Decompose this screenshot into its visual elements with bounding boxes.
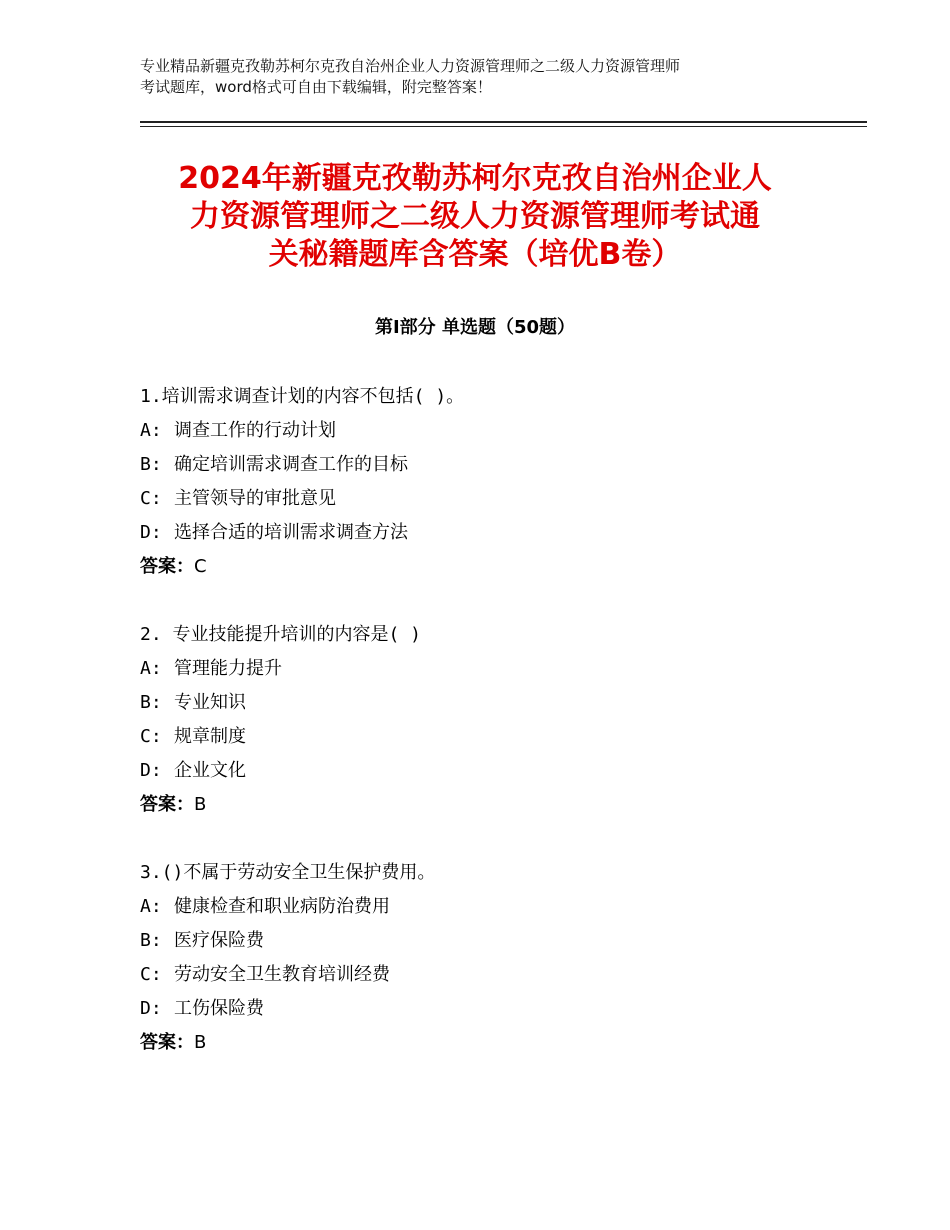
header-note (140, 56, 830, 98)
option-label: B: (140, 930, 162, 951)
option-a (140, 414, 840, 448)
question-stem: 2. 专业技能提升培训的内容是( ) (140, 624, 422, 645)
option-d (140, 992, 840, 1026)
option-label: C: (140, 964, 162, 985)
answer-label: 答案： (140, 1032, 194, 1053)
answer-label: 答案： (140, 794, 194, 815)
option-text: 选择合适的培训需求调查方法 (174, 522, 408, 543)
option-label: B: (140, 692, 162, 713)
answer-value: B (194, 1032, 207, 1053)
option-d (140, 516, 840, 550)
option-text: 主管领导的审批意见 (174, 488, 336, 509)
option-text: 企业文化 (174, 760, 246, 781)
option-label: B: (140, 454, 162, 475)
header-note-line-1: 专业精品新疆克孜勒苏柯尔克孜自治州企业人力资源管理师之二级人力资源管理师 (140, 57, 681, 75)
option-c (140, 720, 840, 754)
answer-line (140, 550, 840, 584)
option-a (140, 652, 840, 686)
option-b (140, 448, 840, 482)
answer-value: B (194, 794, 207, 815)
option-b (140, 686, 840, 720)
answer-value: C (194, 556, 207, 577)
document-title-line-2: 力资源管理师之二级人力资源管理师考试通 (190, 199, 760, 234)
option-text: 工伤保险费 (174, 998, 264, 1019)
option-label: D: (140, 998, 162, 1019)
header-divider-thick (140, 121, 867, 123)
section-title: 第Ⅰ部分 单选题（50题） (374, 317, 575, 338)
option-label: A: (140, 896, 162, 917)
document-title-line-3: 关秘籍题库含答案（培优B卷） (268, 237, 682, 272)
question-list (140, 380, 840, 1094)
option-label: C: (140, 726, 162, 747)
question-1 (140, 380, 840, 584)
option-text: 确定培训需求调查工作的目标 (174, 454, 408, 475)
option-label: A: (140, 420, 162, 441)
option-label: D: (140, 760, 162, 781)
option-label: A: (140, 658, 162, 679)
document-title (100, 160, 850, 274)
option-text: 专业知识 (174, 692, 246, 713)
option-text: 调查工作的行动计划 (174, 420, 336, 441)
answer-line (140, 1026, 840, 1060)
question-2 (140, 618, 840, 822)
option-text: 健康检查和职业病防治费用 (174, 896, 390, 917)
option-c (140, 482, 840, 516)
option-text: 劳动安全卫生教育培训经费 (174, 964, 390, 985)
answer-line (140, 788, 840, 822)
option-c (140, 958, 840, 992)
option-d (140, 754, 840, 788)
option-label: C: (140, 488, 162, 509)
answer-label: 答案： (140, 556, 194, 577)
option-a (140, 890, 840, 924)
question-stem: 1.培训需求调查计划的内容不包括( )。 (140, 386, 465, 407)
document-title-line-1: 2024年新疆克孜勒苏柯尔克孜自治州企业人 (178, 161, 772, 196)
option-text: 管理能力提升 (174, 658, 282, 679)
option-b (140, 924, 840, 958)
option-label: D: (140, 522, 162, 543)
header-divider-thin (140, 126, 867, 127)
option-text: 规章制度 (174, 726, 246, 747)
question-3 (140, 856, 840, 1060)
header-note-line-2: 考试题库，word格式可自由下载编辑，附完整答案！ (140, 78, 492, 96)
option-text: 医疗保险费 (174, 930, 264, 951)
question-stem: 3.()不属于劳动安全卫生保护费用。 (140, 862, 436, 883)
